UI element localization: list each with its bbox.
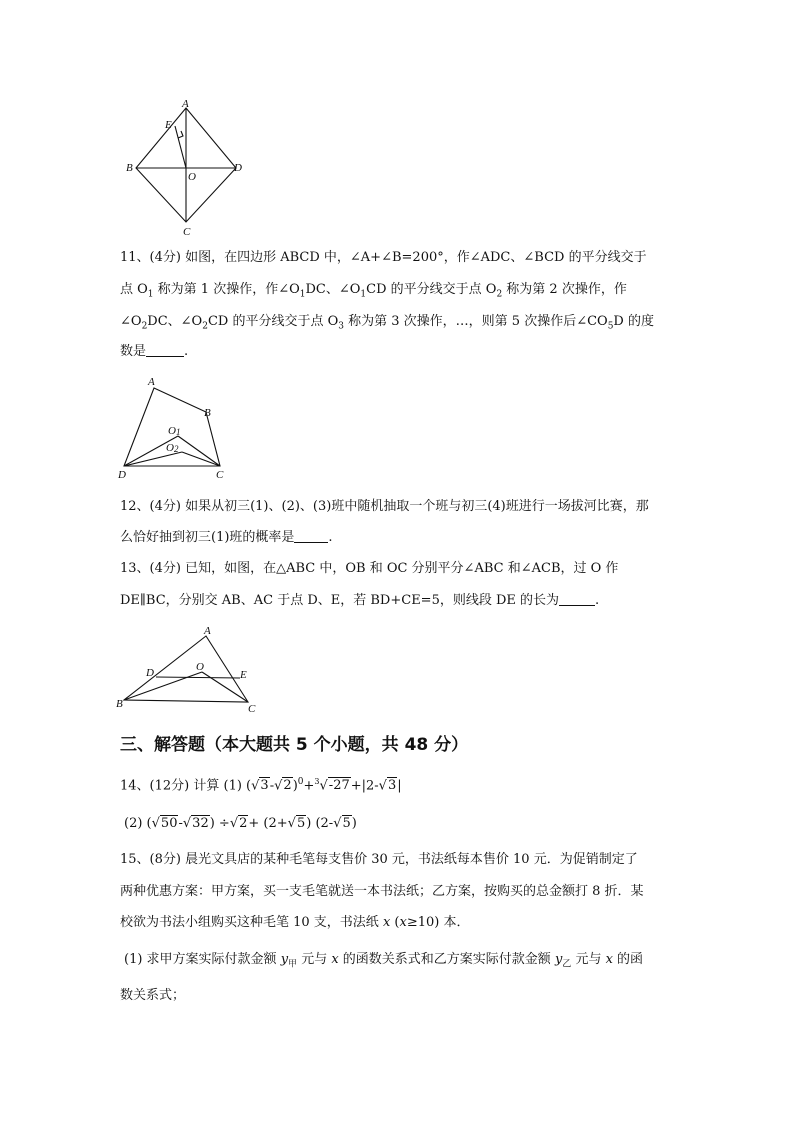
figure-quadrilateral [112,372,242,484]
answer-blank [294,530,328,543]
q15-line1: 15、(8分) 晨光文具店的某种毛笔每支售价 30 元，书法纸每本售价 10 元．为促销制定了 [120,852,638,867]
segment-de [156,677,240,678]
segment-bo [124,672,202,700]
triangle-abc [124,636,248,702]
section-heading: 三、解答题（本大题共 5 个小题，共 48 分） [120,735,469,755]
segment-oe [175,126,186,168]
q12-line2: 么恰好抽到初三(1)班的概率是 . [120,530,333,545]
q13-line1: 13、(4分) 已知，如图，在△ABC 中，OB 和 OC 分别平分∠ABC 和∠ACB，过 O 作 [120,561,619,576]
q14-part2: (2) (√50-√32) ÷√2+ (2+√5) (2-√5) [124,816,357,831]
label-d: D [118,469,126,481]
label-d: D [146,667,154,679]
label-b: B [116,698,123,710]
figure-rhombus [120,98,260,238]
label-o1: O1 [168,425,181,437]
label-o: O [188,171,196,183]
co2 [182,452,220,466]
label-o2: O2 [166,442,179,454]
label-c: C [183,226,191,238]
label-e: E [165,119,172,131]
q14-part1: 14、(12分) 计算 (1) $(√3-√2)^0+^3√-27+|2-√3|$ [120,777,402,794]
label-a: A [182,98,189,110]
figure-triangle [112,622,272,714]
q12-line1: 12、(4分) 如果从初三(1)、(2)、(3)班中随机抽取一个班与初三(4)班进行一场拔河比赛，那 [120,499,649,514]
do2 [124,452,182,466]
answer-blank [559,593,595,606]
q13-line2: DE∥BC，分别交 AB、AC 于点 D、E，若 BD+CE=5，则线段 DE 的长为 . [120,593,600,608]
q11-line2: 点 $O_1$ 称为第 1 次操作，作$\angle O_1DC$、$\angle O_1CD$ 的平分线交于点 $O_2$ 称为第 2 次操作，作 [120,282,627,300]
label-a: A [148,376,155,388]
answer-blank [146,344,184,357]
q11-line1: 11、(4分) 如图，在四边形 ABCD 中，∠A+∠B=200°，作∠ADC、∠BCD 的平分线交于 [120,250,647,265]
q15-line2: 两种优惠方案：甲方案，买一支毛笔就送一本书法纸；乙方案，按购买的总金额打 8 折．某 [120,884,644,899]
label-c: C [216,469,224,481]
label-b: B [204,407,211,419]
right-angle-mark [178,131,183,138]
q11-line4: 数是 . [120,344,189,359]
label-e: E [240,669,247,681]
label-d: D [234,162,242,174]
q15-line5: 数关系式； [120,988,186,1003]
q15-sub1: (1) 求甲方案实际付款金额 $y_甲$ 元与 x 的函数关系式和乙方案实际付款金额 $y_乙$ 元与 x 的函 [124,952,644,970]
label-c: C [248,703,256,714]
q11-line3: $\angle O_2DC$、$\angle O_2CD$ 的平分线交于点 $O_3$ 称为第 3 次操作，…，则第 5 次操作后$\angle CO_5D$ 的度 [120,314,654,332]
label-b: B [126,162,133,174]
label-o: O [196,661,204,673]
label-a: A [204,625,211,637]
q15-line3: 校欲为书法小组购买这种毛笔 10 支，书法纸 x (x≥10) 本． [120,915,470,930]
